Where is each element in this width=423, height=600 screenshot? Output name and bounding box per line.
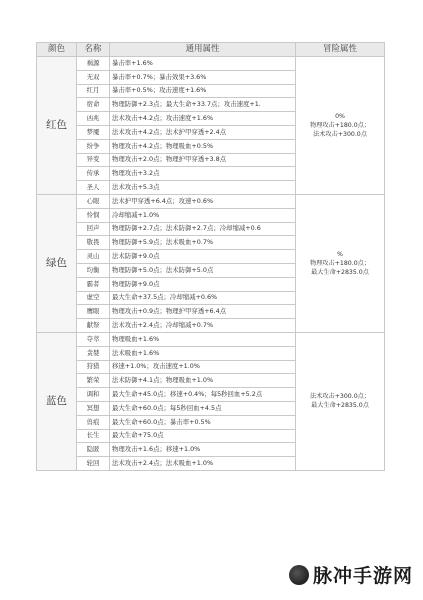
rune-name-cell: 梦魇 [77, 125, 110, 139]
general-attribute-cell: 物理吸血+1.6% [110, 332, 296, 346]
general-attribute-cell: 物理攻击+0.9点；物理护甲穿透+6.4点 [110, 305, 296, 319]
adventure-attribute-line: 法术攻击+300.0点 [313, 131, 367, 139]
adventure-attribute-line: 最大生命+2835.0点 [311, 269, 369, 277]
adventure-attribute-cell [296, 332, 385, 470]
rune-name-cell: 繁荣 [77, 374, 110, 388]
general-attribute-cell: 法术防御+4.1点；物理吸血+1.0% [110, 374, 296, 388]
general-attribute-cell: 法术防御+9.0点 [110, 250, 296, 264]
rune-name-cell: 隐匿 [77, 443, 110, 457]
header-adventure-attributes: 冒险属性 [296, 43, 385, 57]
rune-name-cell: 兽痕 [77, 415, 110, 429]
rune-name-cell: 冥想 [77, 401, 110, 415]
rune-name-cell: 鹰眼 [77, 305, 110, 319]
adventure-attribute-line: % [337, 250, 343, 258]
adventure-attribute-line: 物理攻击+180.0点； [309, 259, 371, 267]
header-color: 颜色 [37, 43, 77, 57]
rune-name-cell: 红月 [77, 84, 110, 98]
adventure-attribute-line: 法术攻击+300.0点； [309, 393, 371, 401]
general-attribute-cell: 物理攻击+1.6点；移速+1.0% [110, 443, 296, 457]
rune-name-cell: 灵山 [77, 250, 110, 264]
general-attribute-cell: 法术吸血+1.6% [110, 346, 296, 360]
rune-name-cell: 轮回 [77, 457, 110, 471]
general-attribute-cell: 最大生命+45.0点；移速+0.4%；每5秒回血+5.2点 [110, 388, 296, 402]
general-attribute-cell: 冷却缩减+1.0% [110, 208, 296, 222]
rune-name-cell: 祸源 [77, 57, 110, 71]
rune-name-cell: 怜悯 [77, 208, 110, 222]
rune-name-cell: 圣人 [77, 181, 110, 195]
rune-name-cell: 无双 [77, 70, 110, 84]
general-attribute-cell: 法术攻击+5.3点 [110, 181, 296, 195]
general-attribute-cell: 最大生命+37.5点；冷却缩减+0.6% [110, 291, 296, 305]
adventure-attribute-cell [296, 194, 385, 332]
rune-name-cell: 献祭 [77, 319, 110, 333]
general-attribute-cell: 法术护甲穿透+6.4点；攻速+0.6% [110, 194, 296, 208]
general-attribute-cell: 物理防御+2.7点；法术防御+2.7点；冷却缩减+0.6 [110, 222, 296, 236]
adventure-attribute-line: 0% [335, 112, 345, 120]
rune-name-cell: 异变 [77, 153, 110, 167]
general-attribute-cell: 物理攻击+3.2点 [110, 167, 296, 181]
general-attribute-cell: 最大生命+60.0点；每5秒回血+4.5点 [110, 401, 296, 415]
pulse-logo-icon [289, 565, 309, 585]
general-attribute-cell: 暴击率+1.6% [110, 57, 296, 71]
adventure-attribute-cell [296, 57, 385, 195]
general-attribute-cell: 物理防御+2.3点；最大生命+33.7点；攻击速度+1. [110, 98, 296, 112]
rune-name-cell: 虚空 [77, 291, 110, 305]
watermark-text: 脉冲手游网 [312, 565, 413, 587]
general-attribute-cell: 最大生命+60.0点；暴击率+0.5% [110, 415, 296, 429]
rune-name-cell: 敬畏 [77, 236, 110, 250]
header-name: 名称 [77, 43, 110, 57]
rune-name-cell: 夺萃 [77, 332, 110, 346]
general-attribute-cell: 物理攻击+2.0点；物理护甲穿透+3.8点 [110, 153, 296, 167]
general-attribute-cell: 最大生命+75.0点 [110, 429, 296, 443]
adventure-attribute-line: 最大生命+2835.0点 [311, 402, 369, 410]
general-attribute-cell: 物理防御+5.0点；法术防御+5.0点 [110, 263, 296, 277]
rune-name-cell: 贪婪 [77, 346, 110, 360]
general-attribute-cell: 法术攻击+2.4点；冷却缩减+0.7% [110, 319, 296, 333]
rune-name-cell: 霸者 [77, 277, 110, 291]
general-attribute-cell: 暴击率+0.5%；攻击速度+1.6% [110, 84, 296, 98]
table-row [37, 194, 385, 208]
rune-name-cell: 心眼 [77, 194, 110, 208]
rune-name-cell: 纷争 [77, 139, 110, 153]
general-attribute-cell: 物理防御+9.0点 [110, 277, 296, 291]
table-row [37, 332, 385, 346]
color-group-cell: 红色 [37, 57, 77, 195]
rune-name-cell: 均衡 [77, 263, 110, 277]
rune-name-cell: 狩猎 [77, 360, 110, 374]
rune-name-cell: 凶兆 [77, 112, 110, 126]
table-body [37, 57, 385, 471]
rune-name-cell: 传承 [77, 167, 110, 181]
general-attribute-cell: 移速+1.0%；攻击速度+1.0% [110, 360, 296, 374]
site-watermark [289, 561, 413, 588]
rune-name-cell: 调和 [77, 388, 110, 402]
color-group-cell: 蓝色 [37, 332, 77, 470]
rune-name-cell: 长生 [77, 429, 110, 443]
rune-name-cell: 宿命 [77, 98, 110, 112]
adventure-attribute-line: 物理攻击+180.0点； [309, 121, 371, 129]
rune-attribute-table [36, 42, 385, 471]
general-attribute-cell: 法术攻击+2.4点；法术吸血+1.0% [110, 457, 296, 471]
general-attribute-cell: 物理防御+5.9点；法术吸血+0.7% [110, 236, 296, 250]
general-attribute-cell: 法术攻击+4.2点；攻击速度+1.6% [110, 112, 296, 126]
table-row [37, 57, 385, 71]
color-group-cell: 绿色 [37, 194, 77, 332]
header-general-attributes: 通用属性 [110, 43, 296, 57]
rune-name-cell: 回声 [77, 222, 110, 236]
table-header [37, 43, 385, 57]
general-attribute-cell: 法术攻击+4.2点；法术护甲穿透+2.4点 [110, 125, 296, 139]
general-attribute-cell: 物理攻击+4.2点；物理吸血+0.5% [110, 139, 296, 153]
general-attribute-cell: 暴击率+0.7%；暴击效果+3.6% [110, 70, 296, 84]
